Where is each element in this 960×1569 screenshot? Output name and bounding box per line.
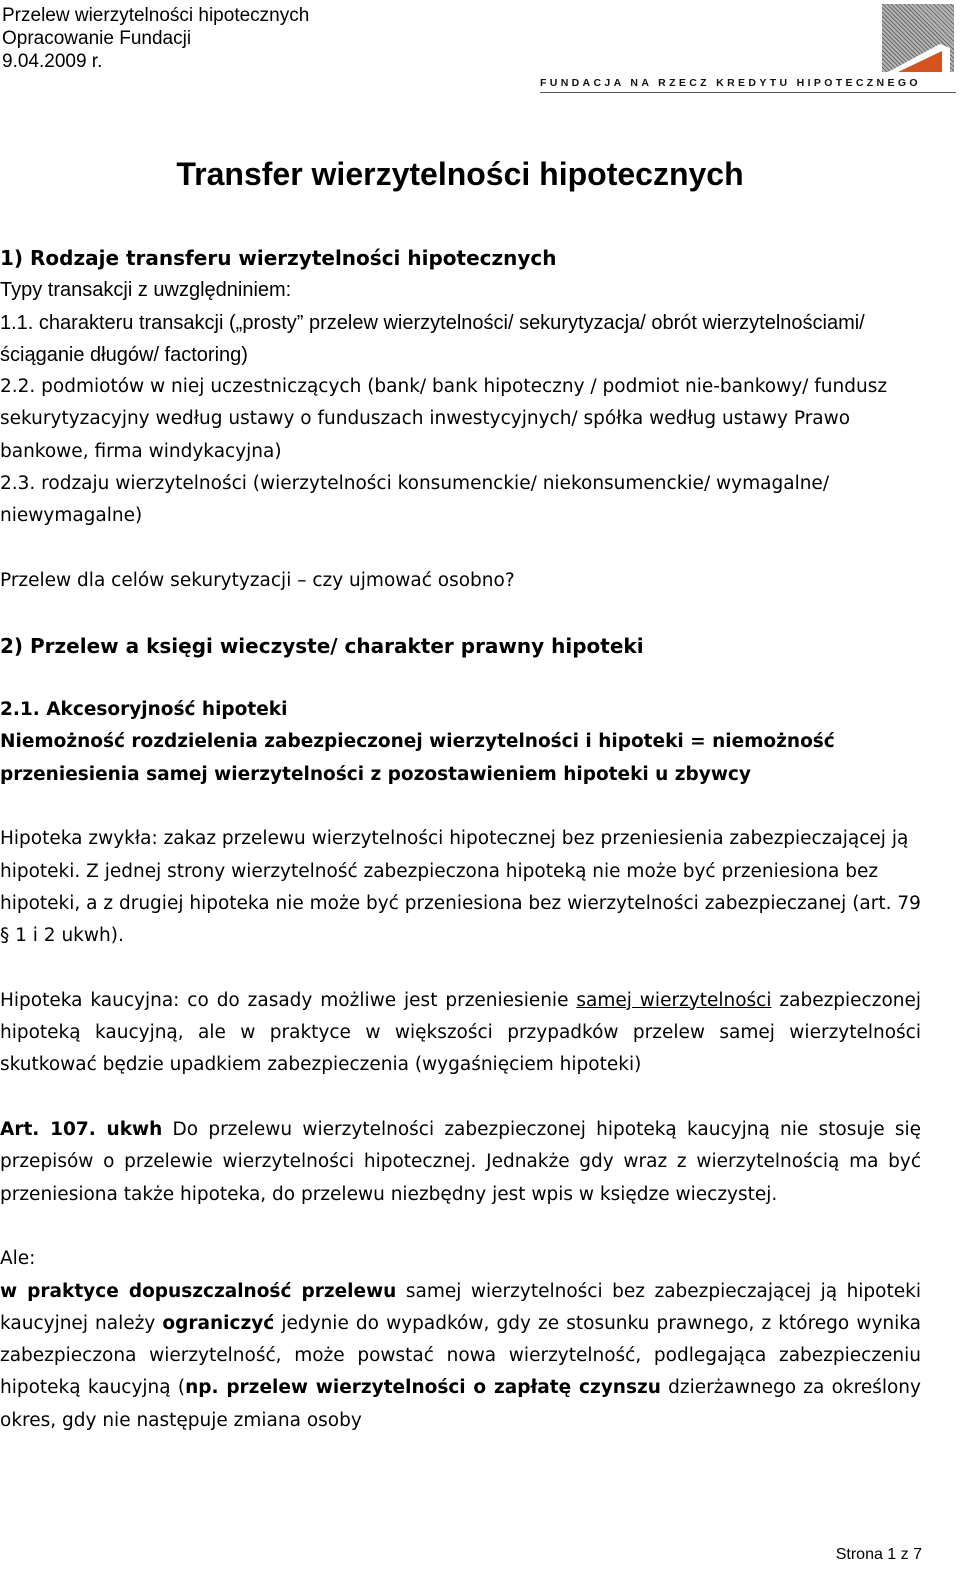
header-doc-name: Przelew wierzytelności hipotecznych	[2, 5, 310, 26]
spacer	[0, 533, 921, 565]
spacer	[0, 953, 921, 985]
spacer	[0, 1211, 921, 1243]
list-item-1-1: 1.1. charakteru transakcji („prosty” przelew wierzytelności/ sekurytyzacja/ obrót wierzytelnościami/ ściąganie długów/ factoring)	[0, 311, 865, 366]
article-reference: Art. 107. ukwh	[0, 1119, 163, 1141]
list-item-2-3: 2.3. rodzaju wierzytelności (wierzytelności konsumenckie/ niekonsumenckie/ wymagalne/ niewymagalne)	[0, 473, 830, 527]
text-run: jedynie do wypadków, gdy ze stosunku prawnego, z którego wynika zabezpieczona wierzytelność, może powstać nowa wierzytelność, podlegająca zabezpieczeniu hipoteką kaucyjną (	[0, 1312, 922, 1399]
paragraph-hipoteka-zwykla: Hipoteka zwykła: zakaz przelewu wierzytelności hipotecznej bez przeniesienia zabezpieczającej ją hipoteki. Z jednej strony wierzytelność zabezpieczona hipoteką nie może być przeniesiona bez hipoteki, a z drugiej hipoteka nie może być przeniesiona bez wierzytelności zabezpieczanej (art. 79 § 1 i 2 ukwh).	[0, 828, 921, 947]
logo-divider	[540, 92, 956, 93]
text-run: zabezpieczonej hipoteką kaucyjną, ale w praktyce w większości przypadków przelew samej wierzytelności skutkować będzie upadkiem zabezpieczenia (wygaśnięciem hipoteki)	[0, 989, 922, 1076]
ale-label: Ale:	[0, 1248, 36, 1270]
logo-text: FUNDACJA NA RZECZ KREDYTU HIPOTECZNEGO	[540, 77, 921, 89]
section-2-heading: 2) Przelew a księgi wieczyste/ charakter prawny hipoteki	[0, 633, 644, 658]
foundation-logo	[540, 4, 956, 94]
spacer	[0, 662, 921, 694]
spacer	[0, 791, 921, 823]
text-run: dzierżawnego za określony okres, gdy nie następuje zmiana osoby	[0, 1377, 921, 1431]
section-1-heading: 1) Rodzaje transferu wierzytelności hipotecznych	[0, 246, 557, 270]
document-body	[0, 242, 921, 1437]
bold-phrase: np. przelew wierzytelności o zapłatę czynszu	[185, 1377, 661, 1399]
header-date: 9.04.2009 r.	[2, 51, 103, 72]
paragraph-practice	[0, 1276, 921, 1437]
text-run: Hipoteka kaucyjna: co do zasady możliwe jest przeniesienie	[0, 989, 577, 1011]
page-title: Transfer wierzytelności hipotecznych	[176, 156, 744, 192]
text-run: Do przelewu wierzytelności zabezpieczonej hipoteką kaucyjną nie stosuje się przepisów o przelewie wierzytelności hipotecznej. Jednakże gdy wraz z wierzytelnością ma być przeniesiona także hipoteka, do przelewu niezbędny jest wpis w księdze wieczystej.	[0, 1119, 921, 1205]
header-author: Opracowanie Fundacji	[2, 28, 192, 49]
logo-mark-icon	[882, 4, 954, 72]
section-1-intro: Typy transakcji z uwzględniniem:	[0, 279, 292, 302]
key-statement: Niemożność rozdzielenia zabezpieczonej wierzytelności i hipoteki = niemożność przeniesienia samej wierzytelności z pozostawieniem hipoteki u zbywcy	[0, 731, 835, 785]
document-header	[2, 4, 309, 73]
text-run: samej wierzytelności bez zabezpieczającej ją hipoteki kaucyjnej należy	[0, 1280, 921, 1334]
spacer	[0, 1082, 921, 1114]
paragraph-hipoteka-kaucyjna	[0, 985, 921, 1082]
paragraph-art-107	[0, 1114, 921, 1211]
list-item-2-2: 2.2. podmiotów w niej uczestniczących (bank/ bank hipoteczny / podmiot nie-bankowy/ fundusz sekurytyzacyjny według ustawy o funduszach inwestycyjnych/ spółka według ustawy Prawo bankowe, firma windykacyjna)	[0, 376, 888, 462]
bold-phrase: ograniczyć	[162, 1312, 275, 1334]
page-number: Strona 1 z 7	[835, 1546, 922, 1563]
underlined-phrase: samej wierzytelności	[576, 989, 772, 1011]
bold-phrase: w praktyce dopuszczalność przelewu	[0, 1280, 397, 1302]
section-2-1-heading: 2.1. Akcesoryjność hipoteki	[0, 699, 288, 721]
spacer	[0, 597, 921, 629]
sekurytyzacja-question: Przelew dla celów sekurytyzacji – czy ujmować osobno?	[0, 569, 515, 591]
